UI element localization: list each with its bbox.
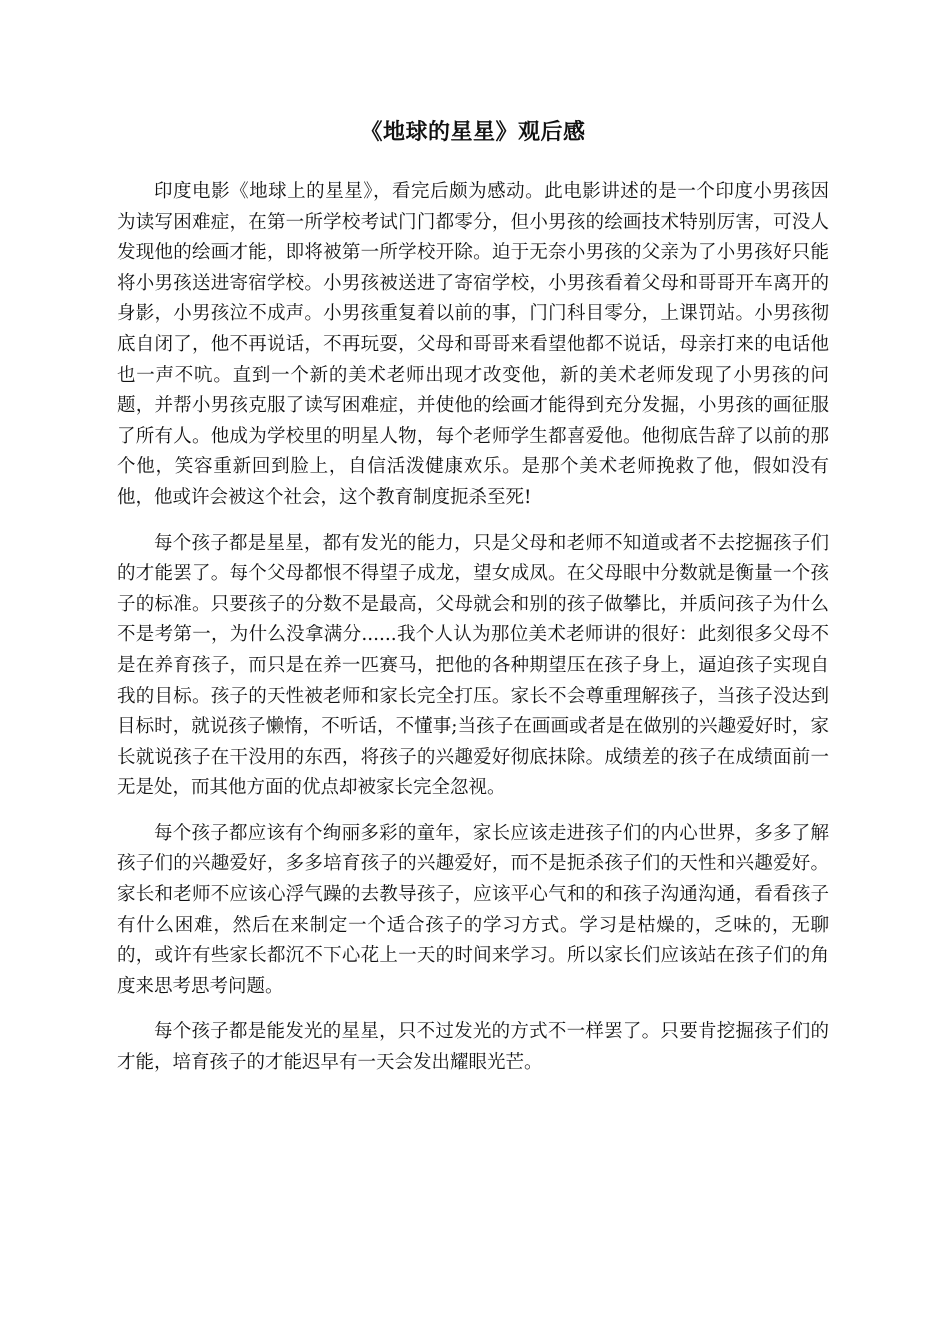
paragraph-3: 每个孩子都应该有个绚丽多彩的童年，家长应该走进孩子们的内心世界，多多了解孩子们的兴趣爱好，多多培育孩子的兴趣爱好，而不是扼杀孩子们的天性和兴趣爱好。家长和老师不应该心浮气躁的去教导孩子，应该平心气和的和孩子沟通沟通，看看孩子有什么困难，然后在来制定一个适合孩子的学习方式。学习是枯燥的，乏味的，无聊的，或许有些家长都沉不下心花上一天的时间来学习。所以家长们应该站在孩子们的角度来思考思考问题。 [117,822,829,997]
document-title: 《地球的星星》观后感 [360,119,586,145]
paragraph-2: 每个孩子都是星星，都有发光的能力，只是父母和老师不知道或者不去挖掘孩子们的才能罢了。每个父母都恨不得望子成龙，望女成凤。在父母眼中分数就是衡量一个孩子的标准。只要孩子的分数不是最高，父母就会和别的孩子做攀比，并质问孩子为什么不是考第一，为什么没拿满分......我个人认为那位美术老师讲的很好：此刻很多父母不是在养育孩子，而只是在养一匹赛马，把他的各种期望压在孩子身上，逼迫孩子实现自我的目标。孩子的天性被老师和家长完全打压。家长不会尊重理解孩子，当孩子没达到目标时，就说孩子懒惰，不听话，不懂事;当孩子在画画或者是在做别的兴趣爱好时，家长就说孩子在干没用的东西，将孩子的兴趣爱好彻底抹除。成绩差的孩子在成绩面前一无是处，而其他方面的优点却被家长完全忽视。 [117,532,829,799]
paragraph-4: 每个孩子都是能发光的星星，只不过发光的方式不一样罢了。只要肯挖掘孩子们的才能，培育孩子的才能迟早有一天会发出耀眼光芒。 [117,1021,829,1074]
paragraph-1: 印度电影《地球上的星星》，看完后颇为感动。此电影讲述的是一个印度小男孩因为读写困难症，在第一所学校考试门门都零分，但小男孩的绘画技术特别厉害，可没人发现他的绘画才能，即将被第一所学校开除。迫于无奈小男孩的父亲为了小男孩好只能将小男孩送进寄宿学校。小男孩被送进了寄宿学校，小男孩看着父母和哥哥开车离开的身影，小男孩泣不成声。小男孩重复着以前的事，门门科目零分，上课罚站。小男孩彻底自闭了，他不再说话，不再玩耍，父母和哥哥来看望他都不说话，母亲打来的电话他也一声不吭。直到一个新的美术老师出现才改变他，新的美术老师发现了小男孩的问题，并帮小男孩克服了读写困难症，并使他的绘画才能得到充分发掘，小男孩的画征服了所有人。他成为学校里的明星人物，每个老师学生都喜爱他。他彻底告辞了以前的那个他，笑容重新回到脸上，自信活泼健康欢乐。是那个美术老师挽救了他，假如没有他，他或许会被这个社会，这个教育制度扼杀至死! [117,181,829,508]
